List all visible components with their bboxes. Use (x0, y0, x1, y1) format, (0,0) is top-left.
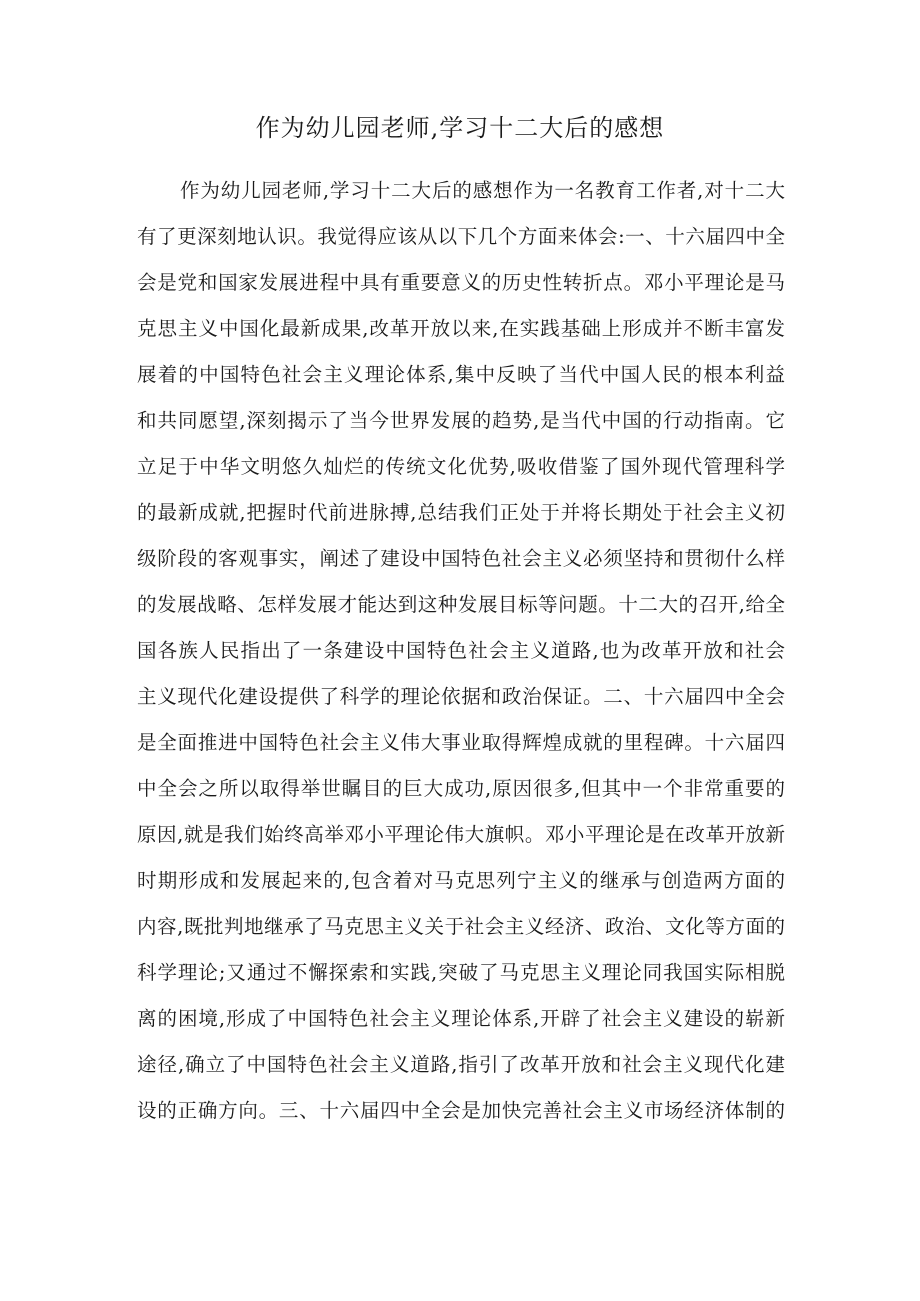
body-line: 克思主义中国化最新成果,改革开放以来,在实践基础上形成并不断丰富发 (137, 317, 785, 340)
body-line: 内容,既批判地继承了马克思主义关于社会主义经济、政治、文化等方面的 (137, 915, 785, 938)
body-line: 设的正确方向。三、十六届四中全会是加快完善社会主义市场经济体制的 (137, 1099, 785, 1122)
body-line: 级阶段的客观事实，阐述了建设中国特色社会主义必须坚持和贯彻什么样 (137, 547, 785, 570)
body-line: 国各族人民指出了一条建设中国特色社会主义道路,也为改革开放和社会 (137, 639, 785, 662)
body-line: 展着的中国特色社会主义理论体系,集中反映了当代中国人民的根本利益 (137, 363, 785, 386)
body-line: 主义现代化建设提供了科学的理论依据和政治保证。二、十六届四中全会 (137, 685, 785, 708)
document-body (137, 168, 785, 1134)
body-line: 途径,确立了中国特色社会主义道路,指引了改革开放和社会主义现代化建 (137, 1053, 785, 1076)
document-title: 作为幼儿园老师,学习十二大后的感想 (255, 114, 665, 142)
body-line: 的最新成就,把握时代前进脉搏,总结我们正处于并将长期处于社会主义初 (137, 501, 785, 524)
body-line: 立足于中华文明悠久灿烂的传统文化优势,吸收借鉴了国外现代管理科学 (137, 455, 785, 478)
body-line: 时期形成和发展起来的,包含着对马克思列宁主义的继承与创造两方面的 (137, 869, 785, 892)
body-line: 的发展战略、怎样发展才能达到这种发展目标等问题。十二大的召开,给全 (137, 593, 785, 616)
body-line: 离的困境,形成了中国特色社会主义理论体系,开辟了社会主义建设的崭新 (137, 1007, 785, 1030)
body-line: 原因,就是我们始终高举邓小平理论伟大旗帜。邓小平理论是在改革开放新 (137, 823, 785, 846)
body-line: 科学理论;又通过不懈探索和实践,突破了马克思主义理论同我国实际相脱 (137, 961, 785, 984)
body-line: 中全会之所以取得举世瞩目的巨大成功,原因很多,但其中一个非常重要的 (137, 777, 785, 800)
body-line: 和共同愿望,深刻揭示了当今世界发展的趋势,是当代中国的行动指南。它 (137, 409, 785, 432)
body-line: 作为幼儿园老师,学习十二大后的感想作为一名教育工作者,对十二大 (180, 179, 785, 202)
body-line: 会是党和国家发展进程中具有重要意义的历史性转折点。邓小平理论是马 (137, 271, 785, 294)
body-line: 有了更深刻地认识。我觉得应该从以下几个方面来体会:一、十六届四中全 (137, 225, 785, 248)
body-line: 是全面推进中国特色社会主义伟大事业取得辉煌成就的里程碑。十六届四 (137, 731, 785, 754)
